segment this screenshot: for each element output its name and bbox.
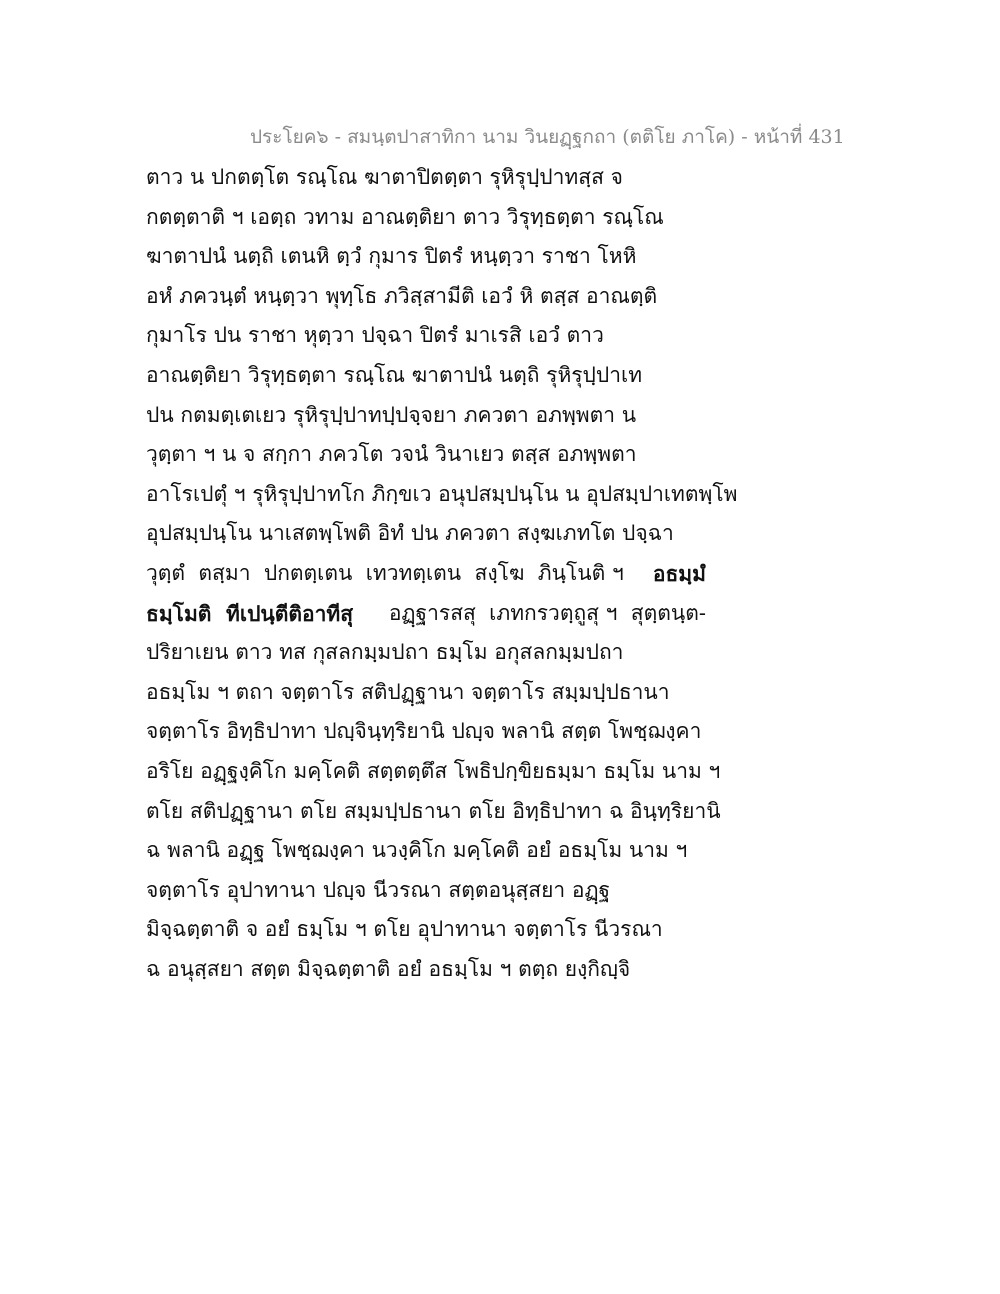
bold-term: ธมฺโมติ ทีเปนฺตีติอาทีสุ xyxy=(146,600,354,626)
text-line: มิจฺฉตฺตาติ จ อยํ ธมฺโม ฯ ตโย อุปาทานา จตฺตาโร นีวรณา xyxy=(146,917,663,942)
text-line-with-bold xyxy=(146,594,706,634)
text-line: ฆาตาปนํ นตฺถิ เตนหิ ตฺวํ กุมาร ปิตรํ หนฺตฺวา ราชา โหหิ xyxy=(146,244,637,269)
text-line: อาณตฺติยา วิรุทฺธตฺตา รณฺโณ ฆาตาปนํ นตฺถิ รุหิรุปฺปาเท xyxy=(146,362,643,387)
text-line: ปน กตมตฺเตเยว รุหิรุปฺปาทปฺปจฺจยา ภควตา อภพฺพตา น xyxy=(146,402,637,427)
text-line: ตโย สติปฏฺฐานา ตโย สมฺมปฺปธานา ตโย อิทฺธิปาทา ฉ อินฺทฺริยานิ xyxy=(146,798,721,823)
text-line: อริโย อฏฺฐงฺคิโก มคฺโคติ สตฺตตฺตึส โพธิปกฺขิยธมฺมา ธมฺโม นาม ฯ xyxy=(146,758,721,783)
text-line-with-bold xyxy=(146,554,706,594)
text-line: อาโรเปตุํ ฯ รุหิรุปฺปาทโก ภิกฺขเว อนุปสมฺปนฺโน น อุปสมฺปาเทตพฺโพ xyxy=(146,481,738,506)
text-line: วุตฺตา ฯ น จ สกฺกา ภควโต วจนํ วินาเยว ตสฺส อภพฺพตา xyxy=(146,442,637,467)
text-line: จตฺตาโร อุปาทานา ปญฺจ นีวรณา สตฺตอนุสฺสยา อฏฺฐ xyxy=(146,877,611,902)
text-segment: วุตฺตํ ตสฺมา ปกตตฺเตน เทวทตฺเตน สงฺโฆ ภินฺโนติ ฯ xyxy=(146,560,624,585)
text-segment: อฏฺฐารสสุ เภทกรวตฺถูสุ ฯ สุตฺตนฺต- xyxy=(375,600,706,625)
bold-term: อธมฺมํ xyxy=(652,560,706,586)
text-line: อธมฺโม ฯ ตถา จตฺตาโร สติปฏฺฐานา จตฺตาโร สมฺมปฺปธานา xyxy=(146,679,670,704)
text-line: อุปสมฺปนฺโน นาเสตพฺโพติ อิทํ ปน ภควตา สงฺฆเภทโต ปจฺฉา xyxy=(146,521,674,546)
text-line: ฉ พลานิ อฏฺฐ โพชฺฌงฺคา นวงฺคิโก มคฺโคติ อยํ อธมฺโม นาม ฯ xyxy=(146,838,688,863)
text-line: อหํ ภควนฺตํ หนฺตฺวา พุทฺโธ ภวิสฺสามีติ เอวํ หิ ตสฺส อาณตฺติ xyxy=(146,283,658,308)
text-line: กุมาโร ปน ราชา หุตฺวา ปจฺฉา ปิตรํ มาเรสิ เอวํ ตาว xyxy=(146,323,604,348)
page-header: ประโยค๖ - สมนฺตปาสาทิกา นาม วินยฏฺฐกถา (ตติโย ภาโค) - หน้าที่ 431 xyxy=(250,126,845,148)
text-line: ฉ อนุสฺสยา สตฺต มิจฺฉตฺตาติ อยํ อธมฺโม ฯ ตตฺถ ยงฺกิญฺจิ xyxy=(146,956,631,981)
text-line: กตตฺตาติ ฯ เอตฺถ วทาม อาณตฺติยา ตาว วิรุทฺธตฺตา รณฺโณ xyxy=(146,204,664,229)
text-line: จตฺตาโร อิทฺธิปาทา ปญฺจินฺทฺริยานิ ปญฺจ พลานิ สตฺต โพชฺฌงฺคา xyxy=(146,719,702,744)
text-line: ปริยาเยน ตาว ทส กุสลกมฺมปถา ธมฺโม อกุสลกมฺมปถา xyxy=(146,640,624,665)
body-text xyxy=(146,158,738,989)
text-line: ตาว น ปกตตฺโต รณฺโณ ฆาตาปิตตฺตา รุหิรุปฺปาทสฺส จ xyxy=(146,165,623,189)
